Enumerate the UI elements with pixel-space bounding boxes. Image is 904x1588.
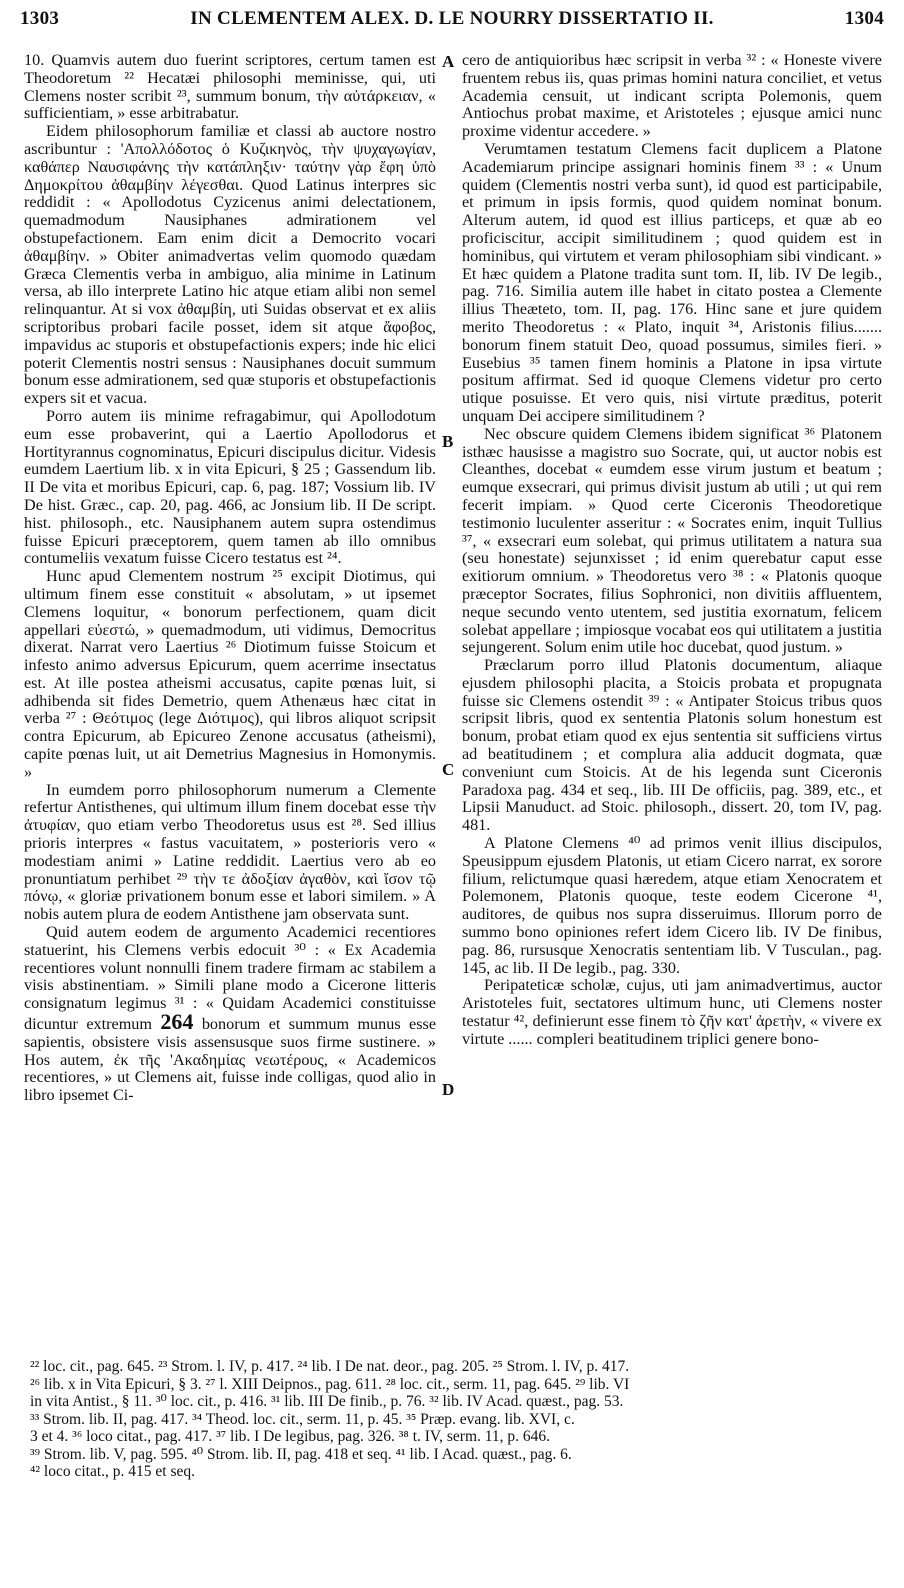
paragraph: A Platone Clemens ⁴⁰ ad primos venit illius discipulos, Speusippum ejusdem Platonis, ut etiam Cicero narrat, ex sorore filium, relictumque quasi hæredem, atque etiam Xenocratem et Polemonem, Platonis quoque, teste eodem Cicerone ⁴¹, auditores, de quibus nos supra disseruimus. Illorum porro de summo bono opiniones refert idem Cicero lib. IV De finibus, pag. 86, rursusque Xenocratis sententiam lib. V Tusculan., pag. 145, ac lib. II De legib., pag. 330. <box>462 834 882 977</box>
paragraph <box>24 924 436 1105</box>
left-column <box>24 52 436 1105</box>
paragraph: In eumdem porro philosophorum numerum a Clemente refertur Antisthenes, qui ultimum illum finem docebat esse τὴν ἀτυφίαν, quo etiam verbo Theodoretus usus est ²⁸. Sed illius prioris interpres « fastus vacuitatem, » posterioris vero « modestiam animi » Latine reddidit. Laertius vero ab eo pronuntiatum perhibet ²⁹ τὴν τε ἀδοξίαν ἀγαθὸν, καὶ ἴσον τῷ πόνῳ, « gloriæ privationem bonum esse et labori similem. » A nobis autem plura de eodem Antisthene jam observata sunt. <box>24 780 436 924</box>
margin-letter-d: D <box>442 1080 455 1099</box>
paragraph: Eidem philosophorum familiæ et classi ab auctore nostro ascribuntur : 'Απολλόδοτος ὁ Κυζικηνὸς, τὴν ψυχαγωγίαν, καθάπερ Ναυσιφάνης τὴν κατάπληξιν· ταύτην γὰρ ἔφη ὑπὸ Δημοκρίτου ἀθαμβίην λέγεσθαι. Quod Latinus interpres sic reddidit : « Apollodotus Cyzicenus animi delectationem, quemadmodum Nausiphanes admirationem vel obstupefactionem. Eam enim dicit a Democrito vocari ἀθαμβίην. » Obiter animadvertas velim quomodo quædam Græca Clementis verba in ambiguo, alia minime in Latinum versa, ab illo interprete Latino hic atque etiam alibi non semel relinquantur. At si vox ἀθαμβίη, uti Suidas observat et ex aliis scriptoribus probari facile posset, idem sit atque ἄφοβος, impavidus ac stuporis et obstupefactionis expers; inde hic elici poterit Clementis nostri sensus : Nausiphanes docuit summum bonum esse admirationem, sed quæ stuporis et obstupefactionis expers sit et vacua. <box>24 122 436 408</box>
footnotes <box>30 1358 880 1481</box>
right-column <box>462 52 882 1049</box>
paragraph: Nec obscure quidem Clemens ibidem significat ³⁶ Platonem isthæc hausisse a magistro suo Socrate, qui, ut auctor nobis est Cleanthes, docebat « eumdem esse virum justum et beatum ; eumque exsecrari, qui primus divisit justum ab utili ; ut qui rem fecerit impiam. » Quod certe Ciceronis Theodoretique testimonio luculenter asseritur : « Socrates enim, inquit Tullius ³⁷, « exsecrari eum solebat, qui primus utilitatem a natura sua (seu honestate) sejunxisset ; id enim querebatur caput esse exitiorum omnium. » Theodoretus vero ³⁸ : « Platonis quoque præceptor Socrates, filius Sophronici, non divitiis affluentem, neque secundo vento utentem, sed justitia exornatum, felicem solebat appellare ; impiosque vocabat eos qui utilitatem a justitia sejungerent. Solum enim utile hoc ducebat, quod justum. » <box>462 424 882 657</box>
paragraph: Peripateticæ scholæ, cujus, uti jam animadvertimus, auctor Aristoteles fuit, sectatores ultimum hunc, uti Clemens noster testatur ⁴², definierunt esse finem τὸ ζῆν κατ' ἀρετὴν, « vivere ex virtute ...... compleri beatitudinem triplici genere bono- <box>462 976 882 1048</box>
paragraph-text: bonorum et summum munus esse sapientis, obsistere visis assensusque suos firme sustinere. » Hos autem, ἐκ τῆς 'Ακαδημίας νεωτέρους, « Academicos recentiores, » ut Clemens ait, fuisse inde colligas, quod alio in libro ipsemet Ci- <box>24 1015 437 1105</box>
page-number-right: 1304 <box>844 8 884 29</box>
footnote-line: ³³ Strom. lib. II, pag. 417. ³⁴ Theod. loc. cit., serm. 11, p. 45. ³⁵ Præp. evang. lib. XVI, c. <box>30 1410 575 1428</box>
signature-mark: 264 <box>160 1009 194 1035</box>
paragraph-text: Quid autem eodem de argumento Academici recentiores statuerint, his Clemens verbis edocuit ³⁰ : « Ex Academia recentiores volunt nonnulli finem tradere firmam ac stabilem a visis abstinentiam. » Simili plane modo a Cicerone litteris consignatum legimus ³¹ : « Quidam Academici constituisse dicuntur extremum <box>24 923 436 1034</box>
footnote-line: in vita Antist., § 11. ³⁰ loc. cit., p. 416. ³¹ lib. III De finib., p. 76. ³² lib. IV Acad. quæst., pag. 53. <box>30 1393 624 1410</box>
margin-letter-a: A <box>442 52 455 71</box>
paragraph: 10. Quamvis autem duo fuerint scriptores, certum tamen est Theodoretum ²² Hecatæi philosophi meminisse, qui, uti Clemens noster scribit ²³, summum bonum, τὴν αὐτάρκειαν, « sufficientiam, » esse arbitrabatur. <box>24 51 436 123</box>
paragraph: Hunc apud Clementem nostrum ²⁵ excipit Diotimus, qui ultimum finem esse constituit « absolutam, » ut ipsemet Clemens loquitur, « bonorum perfectionem, quam dicit appellari εὐεστώ, » quemadmodum, uti vidimus, Democritus dixerat. Narrat vero Laertius ²⁶ Diotimum fuisse Stoicum et infesto animo adversus Epicurum, quem acerrime insectatus est. At ille postea atheismi accusatus, capite pœnas luit, si adhibenda sit fides Demetrio, quem Athenæus hæc citat in verba ²⁷ : Θεότιμος (lege Διότιμος), qui libros aliquot scripsit contra Epicurum, ab Epicureo Zenone accusatus (atheismi), capite pœnas luit, ut ait Demetrius Magnesius in Homonymis. » <box>24 567 436 781</box>
paragraph: Præclarum porro illud Platonis documentum, aliaque ejusdem philosophi placita, a Stoicis probata et propugnata fuisse sic Clemens ostendit ³⁹ : « Antipater Stoicus tribus quos scripsit libris, quod ex sententia Platonis solum honestum est bonum, probat etiam quod ex ejus sententia sit sufficiens virtus ad beatitudinem ; et complura alia adducit dogmata, quæ conveniunt cum Stoicis. At de his legenda sunt Ciceronis Paradoxa pag. 434 et seq., lib. III De officiis, pag. 389, etc., et Lipsii Manuduct. ad Stoic. philosoph., dissert. 20, tom IV, pag. 481. <box>462 656 882 835</box>
margin-letter-b: B <box>442 432 454 451</box>
page-header <box>20 6 884 36</box>
footnote-line: 3 et 4. ³⁶ loco citat., pag. 417. ³⁷ lib. I De legibus, pag. 326. ³⁸ t. IV, serm. 11, p. 646. <box>30 1428 551 1445</box>
footnote-line: ²⁶ lib. x in Vita Epicuri, § 3. ²⁷ l. XIII Deipnos., pag. 611. ²⁸ loc. cit., serm. 11, pag. 645. ²⁹ lib. VI <box>30 1375 630 1393</box>
footnote-line: ²² loc. cit., pag. 645. ²³ Strom. l. IV, p. 417. ²⁴ lib. I De nat. deor., pag. 205. ²⁵ Strom. l. IV, p. 417. <box>30 1358 630 1375</box>
paragraph: Verumtamen testatum Clemens facit duplicem a Platone Academiarum principe assignari hominis finem ³³ : « Unum quidem (Clementis nostri verba sunt), id quod est participabile, et primum in ipsis formis, quod quidem nominat bonum. Alterum autem, id quod est illius particeps, et quæ ab eo proficiscitur, accipit similitudinem ; quod quidem est in hominibus, qui virtutem et veram philosophiam sibi vindicant. » Et hæc quidem a Platone tradita sunt tom. II, lib. IV De legib., pag. 716. Similia autem ille habet in citato postea a Clemente illius Theæteto, tom. II, pag. 176. Hinc sane et jure quidem merito Theodoretus : « Plato, inquit ³⁴, Aristonis filius....... bonorum finem statuit Deo, quoad possumus, similes fieri. » Eusebius ³⁵ tamen finem hominis a Platone in ipsa virtute positum affirmat. Sed id quoque Clemens videtur pro certo utique posuisse. Et vero quis, nisi virtute præditus, poterit unquam Dei accipere similitudinem ? <box>462 139 882 425</box>
margin-letter-c: C <box>442 760 455 779</box>
page-number-left: 1303 <box>20 8 60 29</box>
paragraph: cero de antiquioribus hæc scripsit in verba ³² : « Honeste vivere fruentem rebus iis, quas primas homini natura conciliet, et vetus Academia censuit, ut indicant scripta Polemonis, quem Antiochus probat maxime, et Aristoteles ; ejusque amici nunc proxime videntur accedere. » <box>462 51 882 141</box>
footnote-line: ⁴² loco citat., p. 415 et seq. <box>30 1463 196 1480</box>
footnote-line: ³⁹ Strom. lib. V, pag. 595. ⁴⁰ Strom. lib. II, pag. 418 et seq. ⁴¹ lib. I Acad. quæst., pag. 6. <box>30 1445 572 1463</box>
running-title: IN CLEMENTEM ALEX. D. LE NOURRY DISSERTATIO II. <box>190 8 714 29</box>
paragraph: Porro autem iis minime refragabimur, qui Apollodotum eum esse probaverint, qui a Laertio Apollodorus et Hortityrannus cognominatus, Epicuri discipulus dicitur. Videsis eumdem Laertium lib. x in vita Epicuri, § 25 ; Gassendum lib. II De vita et moribus Epicuri, cap. 6, pag. 187; Vossium lib. IV De hist. Græc., cap. 20, pag. 466, ac Jonsium lib. II De script. hist. philosoph., etc. Nausiphanem autem supra ostendimus fuisse Epicuri præceptorem, quem tamen ab illo omnibus contumeliis vexatum fuisse Cicero testatus est ²⁴. <box>24 406 436 568</box>
